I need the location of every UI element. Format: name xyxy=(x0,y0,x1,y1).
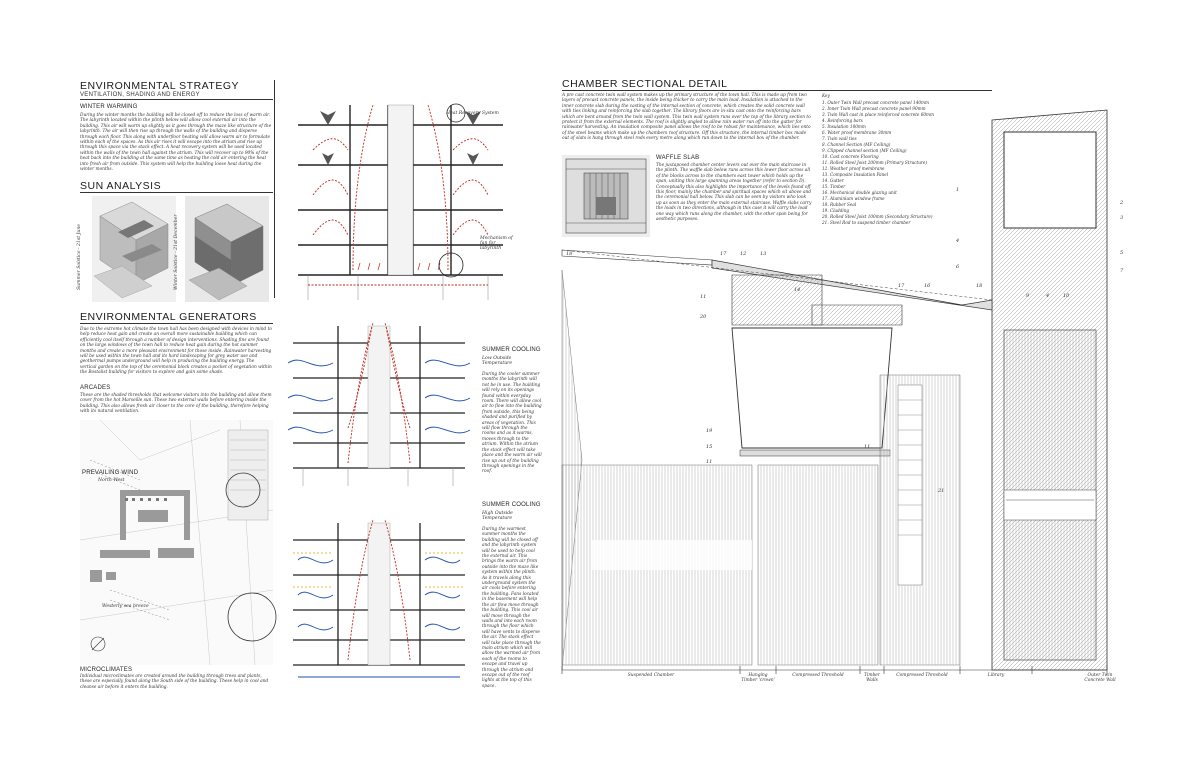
label-library: Library xyxy=(987,673,1005,678)
arcades-text: These are the shaded thresholds that welcome visitors into the building and allow them cover from the hot Marseille sun. These two external walls before entering inside the building. This also allows fresh air closer to the core of the building, therefore helping with its natural ventilation. xyxy=(80,393,272,415)
key-item: 15. Timber xyxy=(822,184,846,189)
key-item: 5. Insulation 100mm xyxy=(822,124,866,129)
sun-summer-label: Summer Solstice - 21st June xyxy=(77,224,82,290)
summer2-sub: High Outside Temperature xyxy=(482,511,513,521)
heat-recovery-label: Heat Recovery System xyxy=(446,111,499,116)
key-item: 11. Rolled Steel Joist 200mm (Primary Structure) xyxy=(822,160,928,165)
key-item: 10. Cast concrete Flooring xyxy=(822,154,879,159)
arcades-heading: ARCADES xyxy=(80,385,111,391)
summer2-heading: SUMMER COOLING xyxy=(482,502,541,508)
callout: 3 xyxy=(1120,215,1124,221)
callout: 7 xyxy=(1120,268,1124,274)
winter-heading: WINTER WARMING xyxy=(80,104,138,110)
key-item: 7. Twin wall ties xyxy=(822,136,857,141)
summer1-text: During the cooler summer months the labyrinth will not be in use. The building will rely on its openings found within everyday room. There will allow cool air to flow into the building from outside, this being shaded and purified by areas of vegetation. This will flow through the rooms and as it warms, moves through to the atrium. Within the atrium the stack effect will take place and the warm air will rise up out of the building through openings in the roof. xyxy=(482,372,542,475)
mechanism-label: Mechanism of fan for labyrinth xyxy=(480,236,513,251)
chamber-text: A pre cast concrete twin wall system makes up the primary structure of the town hall. This is made up from two layers of precast concrete panels, the inside being thicker to carry the main load. Insulation is attached to the inner concrete slab during the casting of the internal section of concrete, which creates the solid concrete wall with ties linking and reinforcing the slab together. The library floors are in-situ cast onto the reinforcing bars which are bent around from the twin wall system. This twin wall system runs over the top of the library section to protect it from the external elements. The roof is slightly angled to allow rain water run off into the gutter for rainwater harvesting. An insulation composite panel allows the roof to be robust for maintenance, which lies onto of the steel beams which make up the chambers roof structure. Off this structure, the internal timber box made out of slats is hung through steel rods every metre along which run down to the internal box of the chamber. xyxy=(562,93,811,142)
sun-winter-image xyxy=(185,196,269,302)
summer1-heading: SUMMER COOLING xyxy=(482,347,541,353)
key-item: 13. Composite Insulation Panel xyxy=(822,172,889,177)
callout: 20 xyxy=(700,314,707,320)
callout: 15 xyxy=(706,444,713,450)
summer-axonometric xyxy=(92,196,176,302)
key-item: 6. Water proof membrane 30mm xyxy=(822,130,892,135)
winter-axonometric xyxy=(185,196,269,302)
key-item: 12. Weather proof membrane xyxy=(822,166,885,171)
waffle-text: The juxtaposed chamber center levers out over the main staircase in the plinth. The waffle slab below runs across this lower floor across all of the blocks across to the chambers east tower which holds up the span, uniting this large spanning areas together (refer to section D). Conceptually this also highlights the importance of the levels found off this floor, mainly the chamber and spiritual spaces which sit above and the ceremonial hall below. This slab can be seen by visitors who look up as soon as they enter the main external staircase. Waffle slabs carry the loads in two directions, although in this case it will carry the load one way which runs along the chamber, with the other span being for aesthetic purposes. xyxy=(656,163,812,223)
label-timber-walls: Timber Walls xyxy=(863,673,880,683)
callout: 14 xyxy=(794,287,801,293)
wind-heading: PREVAILING WIND xyxy=(82,470,139,476)
callout: 11 xyxy=(700,294,707,300)
summer-high-section-drawing xyxy=(288,515,470,690)
generators-text: Due to the extreme hot climate the town hall has been designed with devices in mind to help reduce heat gain and create an overall more sustainable building which can efficiently cool itself through a number of design interventions. Shading fins are found on the large windows of the town hall to reduce heat gain during the hot summer months and create a more pleasant environment for those inside. Rainwater harvesting will be used within the town hall and its hard landscaping for grey water use and geothermal pumps underground will help in producing the building energy. The vertical garden on the top of the ceremonial block creates a pocket of vegetation within the Bostalist building for visitors to explore and gain some shade. xyxy=(80,327,272,376)
label-suspended-chamber: Suspended Chamber xyxy=(627,673,675,678)
callout: 19 xyxy=(706,428,713,434)
key-item: 16. Mechanical double glazing unit xyxy=(822,190,897,195)
label-compressed-threshold: Compressed Threshold xyxy=(792,673,844,678)
divider xyxy=(80,99,273,100)
label-compressed-threshold: Compressed Threshold xyxy=(896,673,948,678)
summer-low-section-drawing xyxy=(288,318,470,486)
key-item: 20. Rolled Steel Joist 100mm (Secondary Structure) xyxy=(822,214,933,219)
site-plan xyxy=(80,420,273,665)
callout: 4 xyxy=(1046,293,1050,299)
env-subtitle: VENTILATION, SHADING AND ENERGY xyxy=(80,92,200,98)
divider xyxy=(80,323,273,324)
callout: 21 xyxy=(938,488,945,494)
key-title: Key xyxy=(822,93,830,98)
key-item: 18. Rubber Seal xyxy=(822,202,857,207)
callout: 5 xyxy=(1120,250,1124,256)
micro-heading: MICROCLIMATES xyxy=(80,667,133,673)
summer-low-section xyxy=(288,318,470,486)
key-item: 1. Outer Twin Wall precast concrete panel 140mm xyxy=(822,100,929,105)
key-item: 17. Aluminium window frame xyxy=(822,196,885,201)
callout: 2 xyxy=(1120,200,1124,206)
waffle-heading: WAFFLE SLAB xyxy=(656,155,700,161)
wind-sea: Westerly sea breeze xyxy=(102,604,149,609)
winter-section-drawing xyxy=(288,95,513,300)
generators-title: ENVIRONMENTAL GENERATORS xyxy=(80,311,257,323)
callout: 11 xyxy=(706,459,713,465)
key-item: 9. Clipped channel section (MF Ceiling) xyxy=(822,148,907,153)
summer2-text: During the warmest summer months the building will be closed off and the labyrinth system will be used to help cool the external air. This brings the warm air from outside into the maze like system within the plinth. As it travels along this underground system the air cools before entering the building. Fans located in the basement will help the air flow move through the building. This cool air will move through the walls and into each room through the floor which will have vents to disperse the air. The stack effect will take place through the main atrium which will allow the warmed air from each of the rooms to escape and travel up through the atrium and escape out of the roof lights at the top of this space. xyxy=(482,527,541,689)
callout: 16 xyxy=(924,283,931,289)
key-item: 2. Inner Twin Wall precast concrete panel 90mm xyxy=(822,106,926,111)
sun-title: SUN ANALYSIS xyxy=(80,180,162,192)
wind-north: North West xyxy=(98,478,125,483)
key-item: 3. Twin Wall cast in place reinforced concrete 60mm xyxy=(822,112,934,117)
summer-high-section xyxy=(288,515,470,690)
callout: 9 xyxy=(1026,293,1030,299)
winter-text: During the winter months the building will be closed off to reduce the loss of warm air. The labyrinth located within the plinth below will allow cool external air into the building. This air will warm up slightly as it goes through the maze like structure of the labyrinth. The air will then rise up through the walls of the building and disperse through each floor. This along with underfloor heating will allow warm air to formulate within each of the spaces. As this air rises it will escape into the atrium and rise up through this space via the stack effect. A heat recovery system will be used located within the walls of the town hall against the atrium. This will recover up to 90% of the heat back into the building at the same time as heating the cold air entering the heat into fresh air from outside. This system will help the building loose heat during the winter months. xyxy=(80,113,272,173)
callout: 12 xyxy=(740,251,747,257)
env-title: ENVIRONMENTAL STRATEGY xyxy=(80,80,239,92)
site-plan-drawing xyxy=(80,420,273,665)
key-item: 8. Channel Section (MF Ceiling) xyxy=(822,142,891,147)
callout: 10 xyxy=(1063,293,1070,299)
callout: 18 xyxy=(976,283,983,289)
divider xyxy=(80,192,273,193)
callout: 4 xyxy=(956,238,960,244)
label-outer-twin-wall: Outer Twin Concrete Wall xyxy=(1084,673,1116,683)
chamber-detail-svg xyxy=(562,110,1122,690)
callout: 11 xyxy=(864,444,871,450)
label-hanging-timber: Hanging Timber 'crown' xyxy=(741,673,775,683)
winter-section xyxy=(288,95,513,300)
key-item: 14. Gutter xyxy=(822,178,844,183)
key-item: 21. Steel Rod to suspend timber chamber xyxy=(822,220,911,225)
sun-summer-image xyxy=(92,196,176,302)
callout: 6 xyxy=(956,264,960,270)
micro-text: Individual microclimates are created around the building through trees and plants, these are especially found along the South side of the building. These help in cool and cleanse air before it enters the building. xyxy=(80,674,269,690)
callout: 18 xyxy=(566,251,573,257)
key-item: 4. Reinforcing bars xyxy=(822,118,863,123)
callout: 1 xyxy=(956,187,960,193)
callout: 13 xyxy=(760,251,767,257)
chamber-detail-drawing xyxy=(562,110,1122,690)
callout: 17 xyxy=(720,251,727,257)
divider xyxy=(562,90,992,91)
callout: 17 xyxy=(898,283,905,289)
summer1-sub: Low Outside Temperature xyxy=(482,356,513,366)
sun-winter-label: Winter Solstice - 21st December xyxy=(174,214,179,290)
key-item: 19. Cladding xyxy=(822,208,850,213)
divider xyxy=(274,80,275,298)
chamber-title: CHAMBER SECTIONAL DETAIL xyxy=(562,78,728,90)
